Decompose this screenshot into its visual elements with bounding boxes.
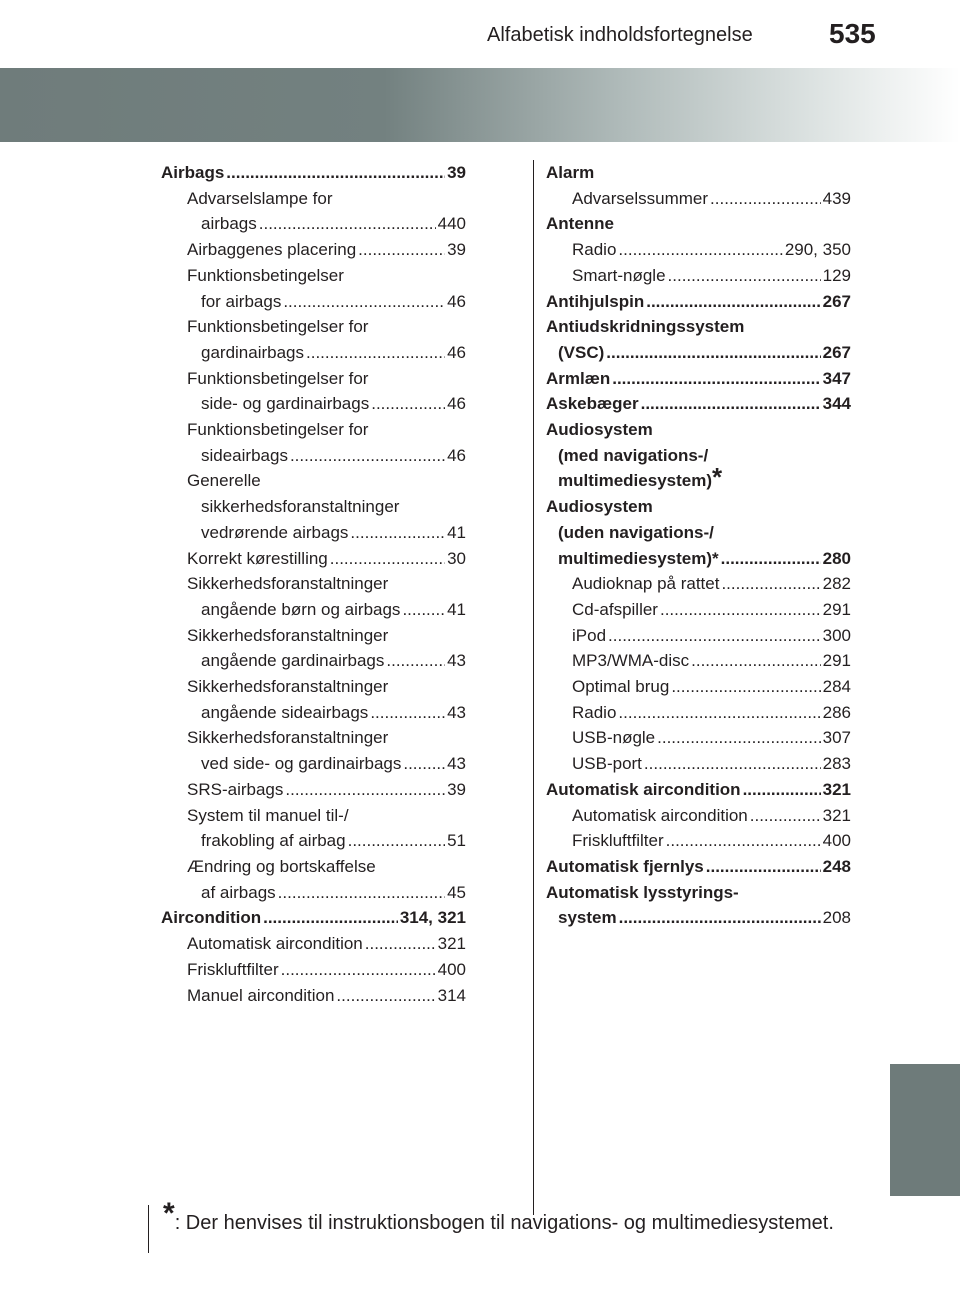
entry-text: Manuel aircondition [187, 985, 335, 1005]
page-reference: 439 [822, 188, 851, 208]
index-column-right [546, 160, 851, 931]
page-reference: 129 [822, 265, 851, 285]
entry-text: system [558, 908, 617, 928]
dot-leader [348, 828, 445, 854]
entry-text: Askebæger [546, 394, 639, 414]
entry-text: SRS-airbags [187, 779, 284, 799]
index-subentry [161, 571, 466, 622]
index-subentry [161, 263, 466, 314]
index-subentry [546, 700, 851, 726]
entry-text: angående sideairbags [201, 702, 369, 722]
dot-leader [403, 751, 445, 777]
dot-leader [641, 391, 821, 417]
dot-leader [336, 983, 435, 1009]
dot-leader [278, 880, 445, 906]
index-subentry [161, 417, 466, 468]
dot-leader [285, 777, 445, 803]
entry-text: Advarselslampe for [187, 188, 333, 208]
entry-text: Airbaggenes placering [187, 240, 357, 260]
dot-leader [710, 186, 821, 212]
page-reference: 43 [447, 754, 466, 774]
index-subentry [161, 468, 466, 545]
entry-text: Automatisk lysstyrings- [546, 882, 739, 902]
page-reference: 280 [822, 548, 851, 568]
page-reference: 39 [447, 240, 466, 260]
entry-text: Funktionsbetingelser for [187, 317, 369, 337]
index-subentry [546, 186, 851, 212]
index-subentry [161, 366, 466, 417]
entry-text: sikkerhedsforanstaltninger [201, 497, 400, 517]
dot-leader [721, 546, 821, 572]
page-reference: 46 [447, 291, 466, 311]
dot-leader [668, 263, 821, 289]
dot-leader [619, 905, 821, 931]
index-subentry [546, 237, 851, 263]
footer-margin-line [148, 1205, 149, 1253]
dot-leader [618, 237, 782, 263]
dot-leader [612, 366, 820, 392]
index-entry [546, 777, 851, 803]
index-subentry [161, 983, 466, 1009]
index-subentry [546, 571, 851, 597]
page-reference: 267 [822, 342, 851, 362]
entry-text: Smart-nøgle [572, 265, 666, 285]
dot-leader [370, 700, 445, 726]
page-reference: 314, 321 [399, 908, 466, 928]
index-entry [546, 880, 851, 931]
entry-text: Funktionsbetingelser for [187, 420, 369, 440]
page-reference: 400 [437, 959, 466, 979]
page-reference: 45 [447, 882, 466, 902]
page-reference: 321 [437, 934, 466, 954]
page-reference: 248 [822, 856, 851, 876]
entry-text: angående børn og airbags [201, 599, 401, 619]
entry-text: multimediesystem) [558, 471, 712, 491]
entry-text: USB-port [572, 754, 642, 774]
dot-leader [259, 211, 436, 237]
entry-text: USB-nøgle [572, 728, 656, 748]
page-reference: 344 [822, 394, 851, 414]
index-subentry [546, 725, 851, 751]
page-reference: 291 [822, 599, 851, 619]
index-subentry [161, 237, 466, 263]
page-reference: 51 [447, 831, 466, 851]
entry-text: frakobling af airbag [201, 831, 346, 851]
dot-leader [386, 648, 445, 674]
page-reference: 46 [447, 445, 466, 465]
dot-leader [750, 803, 821, 829]
dot-leader [657, 725, 820, 751]
dot-leader [743, 777, 821, 803]
entry-text: Sikkerhedsforanstaltninger [187, 728, 389, 748]
index-entry [546, 211, 851, 237]
index-entry [161, 160, 466, 186]
index-entry [161, 905, 466, 931]
index-subentry [161, 957, 466, 983]
dot-leader [371, 391, 445, 417]
page-reference: 41 [447, 599, 466, 619]
page-reference: 41 [447, 522, 466, 542]
entry-text: Automatisk aircondition [187, 934, 363, 954]
index-subentry [546, 623, 851, 649]
dot-leader [644, 751, 821, 777]
page-reference: 267 [822, 291, 851, 311]
page-reference: 307 [822, 728, 851, 748]
entry-text: Generelle [187, 471, 261, 491]
entry-text: Armlæn [546, 368, 611, 388]
entry-text: Audioknap på rattet [572, 574, 720, 594]
dot-leader [721, 571, 820, 597]
dot-leader [660, 597, 821, 623]
dot-leader [606, 340, 820, 366]
index-subentry [546, 263, 851, 289]
entry-text: Funktionsbetingelser for [187, 368, 369, 388]
page-reference: 39 [447, 779, 466, 799]
index-column-left [161, 160, 466, 1008]
index-entry [546, 494, 851, 571]
header-band [0, 68, 960, 142]
entry-text: multimediesystem)* [558, 548, 719, 568]
index-subentry [546, 803, 851, 829]
index-subentry [161, 623, 466, 674]
page-reference: 291 [822, 651, 851, 671]
dot-leader [290, 443, 445, 469]
index-entry [546, 314, 851, 365]
page-reference: 284 [822, 677, 851, 697]
index-subentry [546, 597, 851, 623]
entry-text: angående gardinairbags [201, 651, 385, 671]
entry-text: Korrekt kørestilling [187, 548, 328, 568]
dot-leader [671, 674, 820, 700]
page-reference: 286 [822, 702, 851, 722]
entry-text: Automatisk aircondition [546, 779, 741, 799]
index-subentry [161, 186, 466, 237]
dot-leader [358, 237, 445, 263]
page-number: 535 [829, 18, 876, 49]
index-subentry [161, 314, 466, 365]
dot-leader [646, 289, 820, 315]
footnote-star: * [163, 1197, 175, 1230]
dot-leader [618, 700, 820, 726]
page-reference: 440 [437, 214, 466, 234]
entry-text: Ændring og bortskaffelse [187, 856, 376, 876]
entry-text: for airbags [201, 291, 282, 311]
page-reference: 283 [822, 754, 851, 774]
entry-text: Antenne [546, 214, 614, 234]
index-entry [546, 289, 851, 315]
entry-text: vedrørende airbags [201, 522, 349, 542]
dot-leader [608, 623, 821, 649]
dot-leader [263, 905, 398, 931]
page-reference: 321 [822, 805, 851, 825]
entry-text: (uden navigations-/ [558, 522, 714, 542]
index-subentry [546, 674, 851, 700]
index-subentry [546, 648, 851, 674]
page-reference: 43 [447, 702, 466, 722]
entry-text: af airbags [201, 882, 276, 902]
page-reference: 347 [822, 368, 851, 388]
index-entry [546, 366, 851, 392]
entry-text: airbags [201, 214, 257, 234]
index-entry [546, 391, 851, 417]
dot-leader [666, 828, 821, 854]
entry-text: Sikkerhedsforanstaltninger [187, 625, 389, 645]
page-reference: 208 [822, 908, 851, 928]
entry-text: ved side- og gardinairbags [201, 754, 402, 774]
entry-text: Automatisk aircondition [572, 805, 748, 825]
entry-text: Friskluftfilter [572, 831, 664, 851]
index-subentry [161, 546, 466, 572]
entry-text: Radio [572, 702, 617, 722]
entry-text: Alarm [546, 163, 595, 182]
entry-text: (VSC) [558, 342, 605, 362]
index-subentry [546, 751, 851, 777]
dot-leader [306, 340, 445, 366]
entry-text: gardinairbags [201, 342, 305, 362]
entry-text: Sikkerhedsforanstaltninger [187, 574, 389, 594]
entry-text: Audiosystem [546, 497, 653, 517]
index-entry: Audiosystem (med navigations-/ multimediesystem) * [546, 417, 851, 494]
page-reference: 290, 350 [784, 240, 851, 260]
chapter-side-tab [890, 1064, 960, 1196]
index-subentry [161, 931, 466, 957]
entry-text: Airbags [161, 163, 225, 182]
entry-text: Antiudskridningssystem [546, 317, 745, 337]
dot-leader [283, 289, 445, 315]
dot-leader [281, 957, 436, 983]
dot-leader [365, 931, 436, 957]
index-subentry [161, 777, 466, 803]
entry-text: Advarselssummer [572, 188, 709, 208]
entry-text: MP3/WMA-disc [572, 651, 690, 671]
dot-leader [350, 520, 445, 546]
dot-leader [226, 160, 445, 186]
entry-text: Cd-afspiller [572, 599, 658, 619]
dot-leader [691, 648, 821, 674]
index-entry [546, 854, 851, 880]
entry-text: Audiosystem [546, 420, 653, 440]
entry-text: Automatisk fjernlys [546, 856, 704, 876]
entry-text: sideairbags [201, 445, 288, 465]
dot-leader [706, 854, 821, 880]
index-subentry [161, 854, 466, 905]
dot-leader [402, 597, 445, 623]
page-reference: 400 [822, 831, 851, 851]
index-subentry [161, 803, 466, 854]
page-reference: 321 [822, 779, 851, 799]
entry-text: side- og gardinairbags [201, 394, 370, 414]
entry-text: (med navigations-/ [558, 445, 709, 465]
entry-text: System til manuel til-/ [187, 805, 349, 825]
footnote [163, 1197, 834, 1235]
page-reference: 314 [437, 985, 466, 1005]
entry-text: Sikkerhedsforanstaltninger [187, 677, 389, 697]
dot-leader [330, 546, 445, 572]
entry-text: iPod [572, 625, 607, 645]
index-entry [546, 160, 851, 186]
page-reference: 30 [447, 548, 466, 568]
page-reference: 300 [822, 625, 851, 645]
column-divider [533, 160, 534, 1215]
page-reference: 43 [447, 651, 466, 671]
page-reference: 282 [822, 574, 851, 594]
entry-text: Aircondition [161, 908, 262, 928]
entry-text: Friskluftfilter [187, 959, 279, 979]
entry-text: Funktionsbetingelser [187, 265, 344, 285]
footnote-text: : Der henvises til instruktionsbogen til navigations- og multimediesystemet. [174, 1212, 834, 1234]
entry-text: Optimal brug [572, 677, 670, 697]
page-reference: 39 [447, 163, 466, 182]
index-subentry [161, 725, 466, 776]
page-reference: 46 [447, 342, 466, 362]
index-subentry [161, 674, 466, 725]
page-reference: 46 [447, 394, 466, 414]
running-header-title: Alfabetisk indholdsfortegnelse [487, 24, 753, 46]
entry-text: Antihjulspin [546, 291, 645, 311]
entry-text: Radio [572, 240, 617, 260]
index-subentry [546, 828, 851, 854]
